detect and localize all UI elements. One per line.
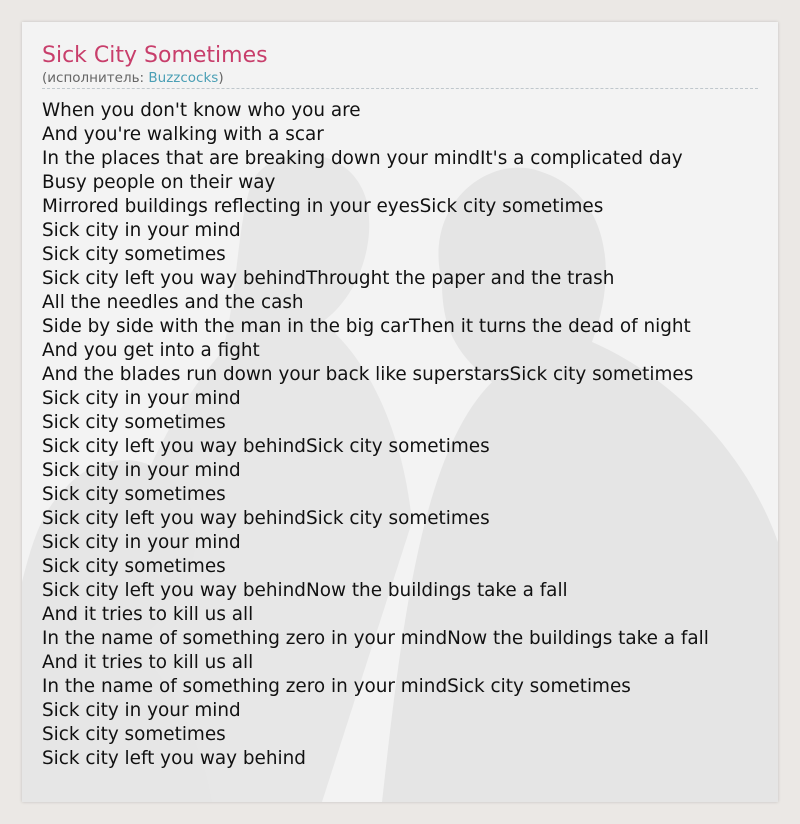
song-title: Sick City Sometimes [42, 43, 268, 68]
artist-line [42, 70, 758, 89]
artist-prefix: (исполнитель: [42, 70, 149, 86]
artist-suffix: ) [218, 70, 224, 86]
lyric-line: When you don't know who you are [42, 100, 361, 121]
lyric-line: And the blades run down your back like superstarsSick city sometimes [42, 364, 694, 385]
lyric-line: Sick city in your mind [42, 460, 241, 481]
lyric-line: Sick city in your mind [42, 388, 241, 409]
lyric-line: Sick city in your mind [42, 532, 241, 553]
lyric-line: Sick city sometimes [42, 484, 226, 505]
song-content [42, 42, 758, 771]
lyric-line: Sick city left you way behind [42, 748, 306, 769]
lyric-line: Sick city left you way behindSick city sometimes [42, 508, 490, 529]
lyric-line: Sick city sometimes [42, 244, 226, 265]
lyric-line: Mirrored buildings reflecting in your eyesSick city sometimes [42, 196, 604, 217]
lyric-line: In the name of something zero in your mindNow the buildings take a fall [42, 628, 709, 649]
lyrics-body [42, 99, 758, 771]
lyric-line: Busy people on their way [42, 172, 276, 193]
lyric-line: Sick city sometimes [42, 412, 226, 433]
lyric-line: Sick city left you way behindSick city sometimes [42, 436, 490, 457]
lyric-line: Sick city sometimes [42, 724, 226, 745]
lyric-line: And it tries to kill us all [42, 604, 254, 625]
lyric-line: All the needles and the cash [42, 292, 304, 313]
artist-link[interactable]: Buzzcocks [148, 70, 219, 86]
lyric-line: And it tries to kill us all [42, 652, 254, 673]
lyric-line: Sick city left you way behindThrought the paper and the trash [42, 268, 615, 289]
lyric-line: Sick city in your mind [42, 700, 241, 721]
lyric-line: Side by side with the man in the big carThen it turns the dead of night [42, 316, 691, 337]
lyric-line: Sick city sometimes [42, 556, 226, 577]
lyric-line: And you're walking with a scar [42, 124, 324, 145]
lyric-line: In the name of something zero in your mindSick city sometimes [42, 676, 631, 697]
lyric-line: Sick city in your mind [42, 220, 241, 241]
lyrics-card [22, 22, 778, 802]
lyric-line: In the places that are breaking down your mindIt's a complicated day [42, 148, 683, 169]
lyric-line: And you get into a fight [42, 340, 260, 361]
lyric-line: Sick city left you way behindNow the buildings take a fall [42, 580, 568, 601]
